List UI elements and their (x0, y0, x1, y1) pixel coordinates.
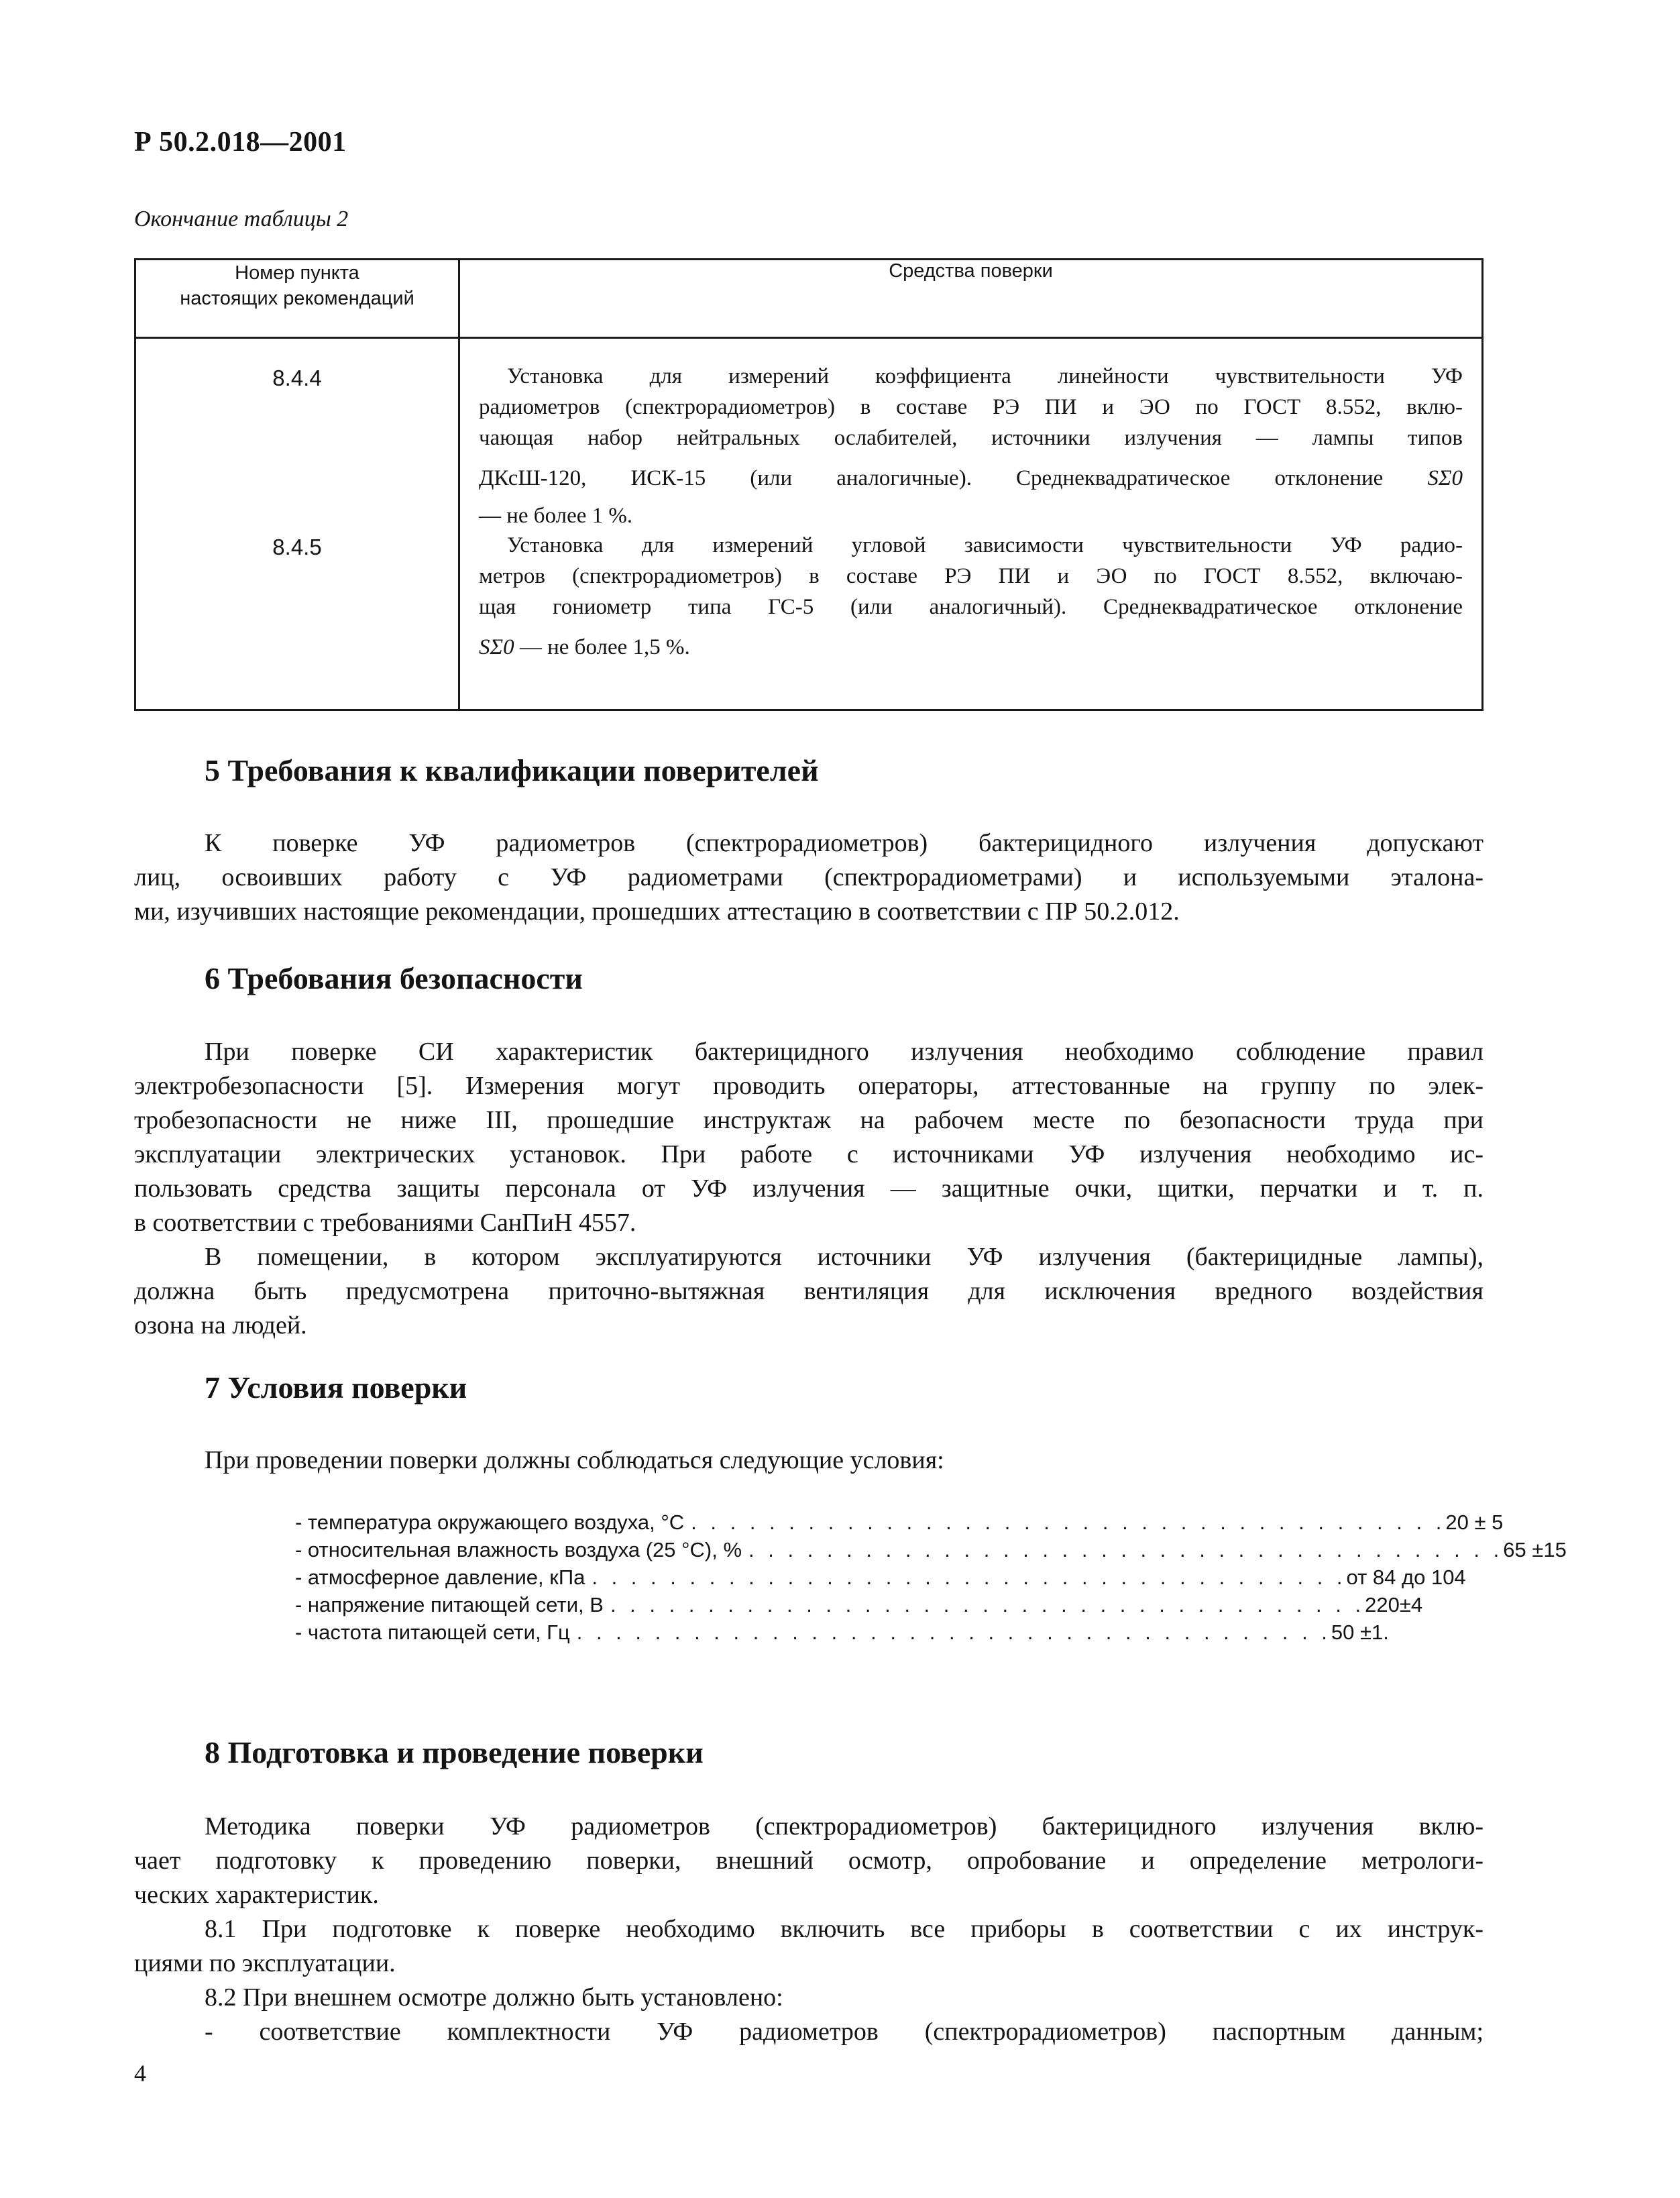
section-7-intro: При проведении поверки должны соблюдаться следующие условия: (205, 1446, 944, 1474)
para-line: циями по эксплуатации. (134, 1949, 396, 1977)
table-row (135, 338, 1483, 710)
header-item-number-line1: Номер пункта (235, 262, 359, 284)
condition-value: 65 ±15 (1503, 1538, 1567, 1561)
row-844-line: ДКсШ-120, ИСК-15 (или аналогичные). Среднеквадратическое отклонение SΣ0 (479, 466, 1463, 490)
para-line: Методика поверки УФ радиометров (спектрорадиометров) бактерицидного излучения вклю- (205, 1812, 1483, 1840)
section-8-paragraph-4 (205, 2015, 1483, 2049)
para-line: ческих характеристик. (134, 1881, 379, 1909)
table-caption: Окончание таблицы 2 (134, 207, 349, 231)
para-line: 8.1 При подготовке к поверке необходимо включить все приборы в соответствии с их инструк- (205, 1915, 1483, 1943)
para-line: должна быть предусмотрена приточно-вытяжная вентиляция для исключения вредного воздействия (134, 1277, 1483, 1305)
condition-label: - температура окружающего воздуха, °С (295, 1510, 685, 1534)
row-844-line: — не более 1 %. (479, 504, 633, 528)
section-6-title: 6 Требования безопасности (205, 961, 583, 995)
para-line: При поверке СИ характеристик бактерицидного излучения необходимо соблюдение правил (205, 1038, 1483, 1066)
condition-value: 220±4 (1365, 1593, 1423, 1616)
row-845-line: SΣ0 — не более 1,5 %. (479, 635, 690, 659)
section-7-title: 7 Условия поверки (205, 1370, 467, 1405)
list-item (295, 1591, 1423, 1618)
section-6-paragraph-2 (134, 1240, 1483, 1343)
document-id: Р 50.2.018—2001 (134, 127, 347, 158)
list-item (295, 1536, 1567, 1563)
condition-value: от 84 до 104 (1346, 1565, 1466, 1589)
para-line: К поверке УФ радиометров (спектрорадиометров) бактерицидного излучения допускают (205, 829, 1483, 857)
std-deviation-symbol: SΣ0 (479, 635, 514, 659)
leader-dots: . . . . . . . . . . . . . . . . . . . . . . . . . . . . . . . . . . . . . . . (748, 1538, 1504, 1561)
condition-value: 50 ±1. (1331, 1620, 1389, 1644)
section-8-paragraph-1 (134, 1810, 1483, 1912)
list-item (295, 1563, 1466, 1591)
leader-dots: . . . . . . . . . . . . . . . . . . . . . . . . . . . . . . . . . . . . . . . (691, 1510, 1446, 1534)
table-num-cell (135, 338, 459, 710)
condition-label: - относительная влажность воздуха (25 °С), % (295, 1538, 742, 1561)
row-number-844: 8.4.4 (272, 366, 322, 390)
section-6-paragraph-1 (134, 1035, 1483, 1240)
section-8-title: 8 Подготовка и проведение поверки (205, 1735, 704, 1769)
list-item (295, 1618, 1389, 1646)
header-item-number-line2: настоящих рекомендаций (180, 288, 414, 309)
leader-dots: . . . . . . . . . . . . . . . . . . . . . . . . . . . . . . . . . . . . . . . (610, 1593, 1365, 1616)
row-845-line: щая гониометр типа ГС-5 (или аналогичный). Среднеквадратическое отклонение (479, 595, 1463, 619)
section-5-paragraph (134, 826, 1483, 929)
list-item (295, 1508, 1504, 1536)
para-line: озона на людей. (134, 1311, 307, 1339)
row-844-line: радиометров (спектрорадиометров) в составе РЭ ПИ и ЭО по ГОСТ 8.552, вклю- (479, 395, 1463, 419)
section-5-title: 5 Требования к квалификации поверителей (205, 753, 819, 787)
header-verification-means: Средства поверки (459, 260, 1483, 338)
para-line: чает подготовку к проведению поверки, внешний осмотр, опробование и определение метрологи- (134, 1847, 1483, 1875)
para-line: в соответствии с требованиями СанПиН 4557. (134, 1209, 636, 1237)
leader-dots: . . . . . . . . . . . . . . . . . . . . . . . . . . . . . . . . . . . . . . . (592, 1565, 1347, 1589)
condition-label: - атмосферное давление, кПа (295, 1565, 585, 1589)
para-line: электробезопасности [5]. Измерения могут проводить операторы, аттестованные на группу по элек- (134, 1072, 1483, 1100)
condition-label: - частота питающей сети, Гц (295, 1620, 570, 1644)
conditions-list (295, 1508, 1567, 1646)
para-line: - соответствие комплектности УФ радиометров (спектрорадиометров) паспортным данным; (205, 2018, 1483, 2046)
para-line: ми, изучивших настоящие рекомендации, прошедших аттестацию в соответствии с ПР 50.2.012. (134, 897, 1180, 926)
para-line: лиц, освоивших работу с УФ радиометрами (спектрорадиометрами) и используемыми эталона- (134, 863, 1483, 891)
condition-value: 20 ± 5 (1445, 1510, 1504, 1534)
page-number: 4 (134, 2060, 146, 2087)
para-line: тробезопасности не ниже III, прошедшие инструктаж на рабочем месте по безопасности труда при (134, 1106, 1483, 1134)
section-8-paragraph-2 (134, 1912, 1483, 1981)
row-845-line: Установка для измерений угловой зависимости чувствительности УФ радио- (507, 533, 1463, 557)
leader-dots: . . . . . . . . . . . . . . . . . . . . . . . . . . . . . . . . . . . . . . . (576, 1620, 1331, 1644)
para-line: пользовать средства защиты персонала от УФ излучения — защитные очки, щитки, перчатки и т. п. (134, 1174, 1483, 1203)
table-header-row (135, 260, 1483, 338)
para-line: В помещении, в котором эксплуатируются источники УФ излучения (бактерицидные лампы), (205, 1243, 1483, 1271)
section-8-paragraph-3: 8.2 При внешнем осмотре должно быть установлено: (205, 1983, 783, 2012)
row-844-line: Установка для измерений коэффициента линейности чувствительности УФ (507, 364, 1463, 388)
para-line: эксплуатации электрических установок. При работе с источниками УФ излучения необходимо ис- (134, 1140, 1483, 1168)
row-845-line: метров (спектрорадиометров) в составе РЭ ПИ и ЭО по ГОСТ 8.552, включаю- (479, 564, 1463, 588)
header-item-number (135, 260, 459, 338)
std-deviation-symbol: SΣ0 (1427, 466, 1463, 490)
row-number-845: 8.4.5 (272, 535, 322, 559)
row-844-line: чающая набор нейтральных ослабителей, источники излучения — лампы типов (479, 426, 1463, 450)
table-text-cell (459, 338, 1483, 710)
condition-label: - напряжение питающей сети, В (295, 1593, 604, 1616)
verification-means-table (134, 258, 1483, 711)
